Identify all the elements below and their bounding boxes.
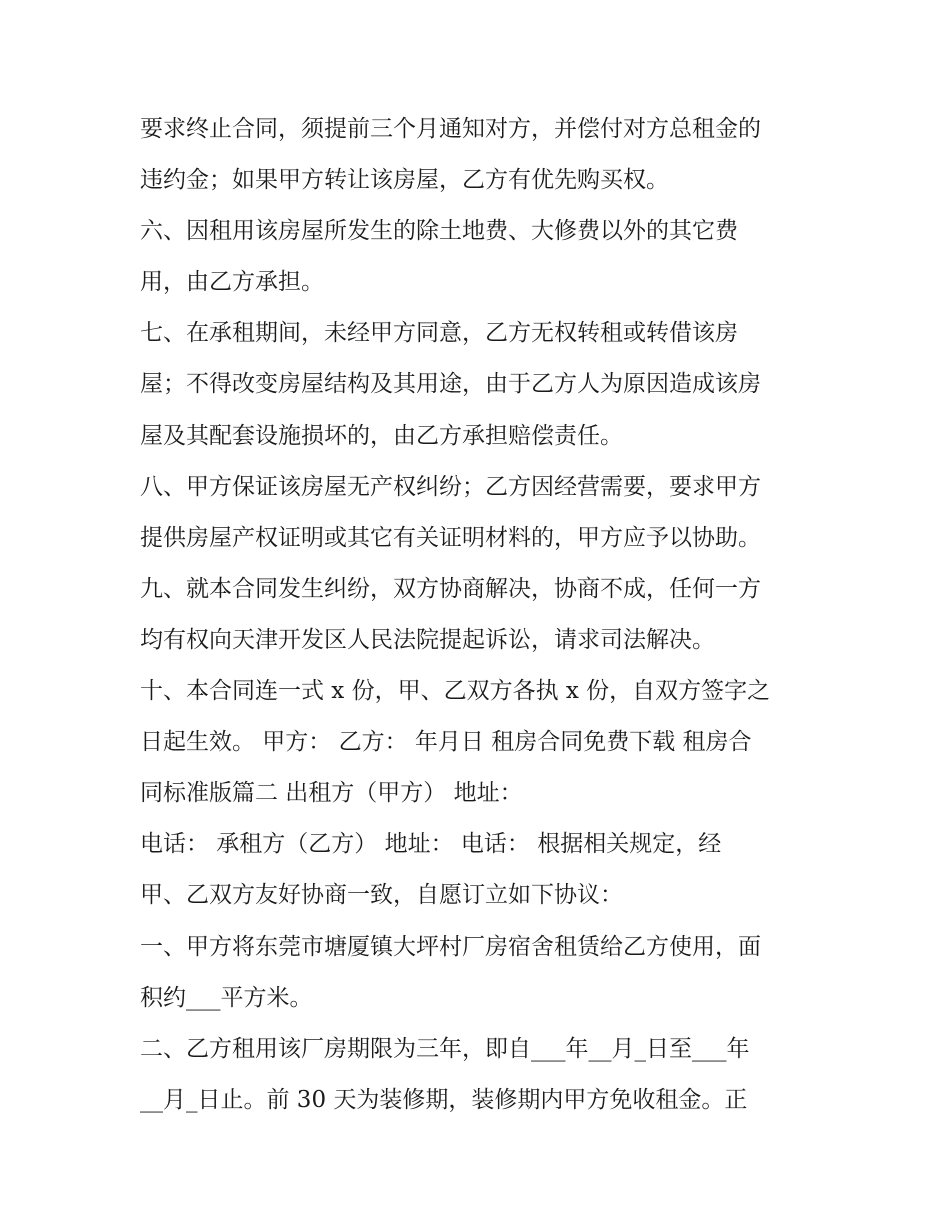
text-line: 六、因租用该房屋所发生的除土地费、大修费以外的其它费 — [140, 218, 738, 245]
text-line: 电话： 承租方（乙方） 地址： 电话： 根据相关规定，经 — [140, 831, 722, 858]
text-line: 七、在承租期间，未经甲方同意，乙方无权转租或转借该房 — [140, 320, 738, 347]
text-line: 屋及其配套设施损坏的，由乙方承担赔偿责任。 — [140, 422, 623, 449]
text-line: 九、就本合同发生纠纷，双方协商解决，协商不成，任何一方 — [140, 575, 761, 602]
text-line: 屋；不得改变房屋结构及其用途，由于乙方人为原因造成该房 — [140, 371, 761, 398]
text-line: 提供房屋产权证明或其它有关证明材料的，甲方应予以协助。 — [140, 524, 761, 551]
text-line: 要求终止合同，须提前三个月通知对方，并偿付对方总租金的 — [140, 116, 761, 142]
text-line: 一、甲方将东莞市塘厦镇大坪村厂房宿舍租赁给乙方使用，面 — [140, 933, 761, 960]
text-line: 违约金；如果甲方转让该房屋，乙方有优先购买权。 — [140, 167, 669, 194]
text-line: 甲、乙双方友好协商一致，自愿订立如下协议： — [140, 882, 623, 909]
text-line: 十、本合同连一式 x 份，甲、乙双方各执 x 份，自双方签字之 — [140, 678, 771, 705]
text-line: 用，由乙方承担。 — [140, 269, 324, 296]
contract-text — [140, 104, 820, 1126]
text-line: 八、甲方保证该房屋无产权纠纷；乙方因经营需要，要求甲方 — [140, 473, 761, 500]
text-line: 同标准版篇二 出租方（甲方） 地址： — [140, 780, 523, 807]
text-line: __月_日止。前 30 天为装修期，装修期内甲方免收租金。正 — [140, 1086, 748, 1113]
text-line: 均有权向天津开发区人民法院提起诉讼，请求司法解决。 — [140, 626, 715, 653]
text-line: 二、乙方租用该厂房期限为三年，即自___年__月_日至___年 — [140, 1035, 750, 1062]
text-line: 日起生效。 甲方： 乙方： 年月日 租房合同免费下载 租房合 — [140, 729, 752, 756]
text-line: 积约___平方米。 — [140, 984, 313, 1011]
